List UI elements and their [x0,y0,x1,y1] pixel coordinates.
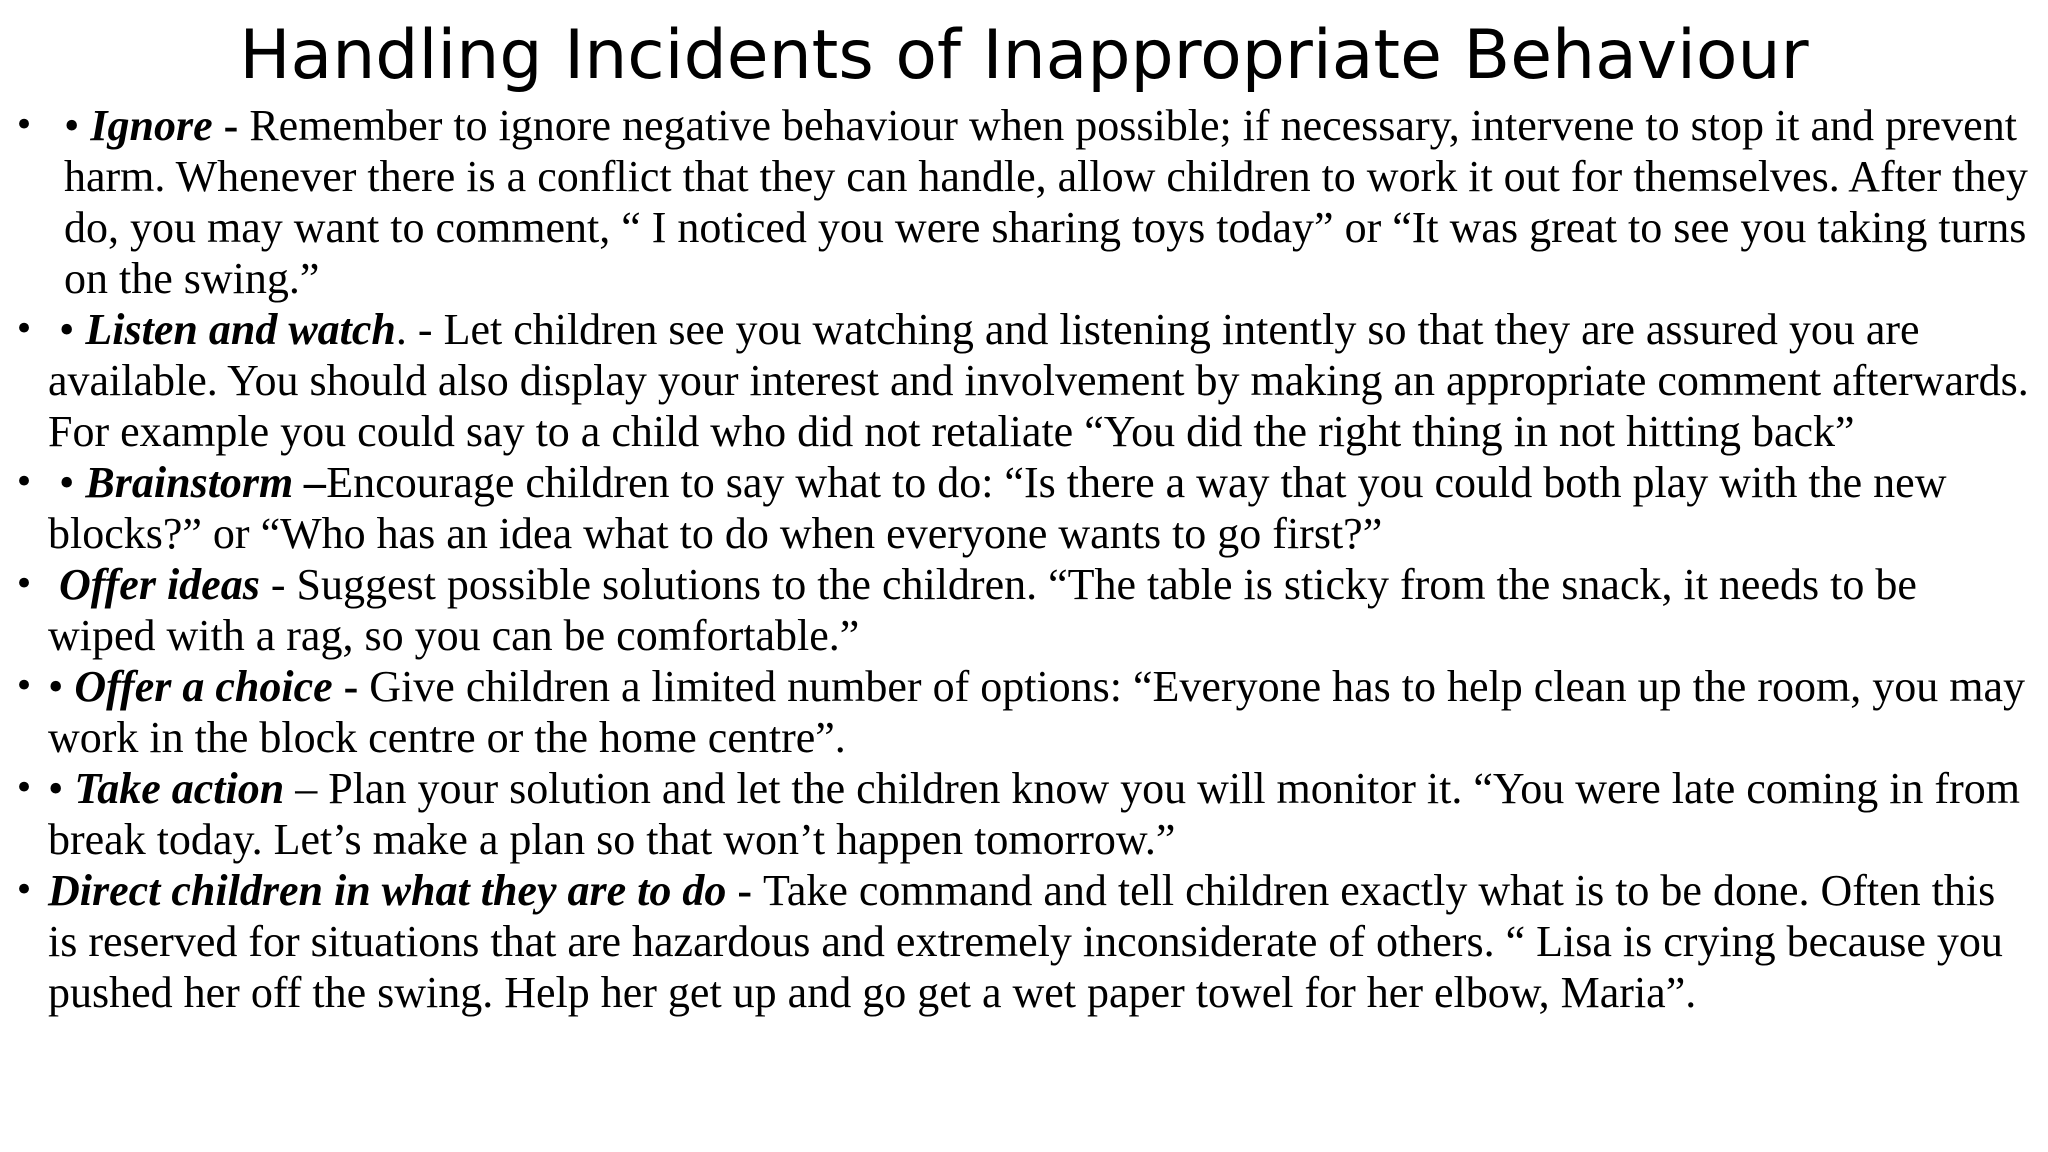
bullet-icon: • [14,462,35,502]
inline-bullet: • [48,662,75,711]
item-term: Listen and watch [85,305,396,354]
item-separator: – [284,764,329,813]
bullet-icon: • [14,870,35,910]
item-term: Offer ideas [59,560,260,609]
bullet-icon: • [14,666,35,706]
list-item-ignore [0,100,2048,304]
slide-body [0,100,2048,1018]
item-text: Take command and tell children exactly what is to be done. Often this is reserved for situations that are hazardous and extremely inconsiderate of others. “ Lisa is crying because you pushed her off the swing. Help her get up and go get a wet paper towel for her elbow, Maria”. [48,866,2003,1017]
item-term: Take action [74,764,285,813]
item-separator: . - [395,305,444,354]
list-item-take-action [0,763,2048,865]
list-item-offer-ideas [0,559,2048,661]
item-term: Direct children in what they are to do [48,866,727,915]
item-text: Remember to ignore negative behaviour when possible; if necessary, intervene to stop it and prevent harm. Whenever there is a conflict that they can handle, allow children to work it out for themselves. After they do, you may want to comment, “ I noticed you were sharing toys today” or “It was great to see you taking turns on the swing.” [64,101,2028,303]
bullet-icon: • [14,105,35,145]
inline-bullet [48,560,59,609]
list-item-listen-and-watch [0,304,2048,457]
item-text: Let children see you watching and listening intently so that they are assured you are available. You should also display your interest and involvement by making an appropriate comment afterwards. For example you could say to a child who did not retaliate “You did the right thing in not hitting back” [48,305,2029,456]
bullet-icon: • [14,309,35,349]
item-term: Brainstorm – [85,458,327,507]
list-item-direct-children [0,865,2048,1018]
list-item-brainstorm [0,457,2048,559]
inline-bullet: • [48,305,86,354]
slide-title: Handling Incidents of Inappropriate Behaviour [239,16,1809,95]
item-separator: - [332,662,370,711]
item-text: Encourage children to say what to do: “Is there a way that you could both play with the new blocks?” or “Who has an idea what to do when everyone wants to go first?” [48,458,1947,558]
inline-bullet: • [48,458,86,507]
item-separator: - [259,560,297,609]
item-separator: - [726,866,764,915]
inline-bullet: • [64,101,91,150]
bullet-list [0,100,2048,1018]
inline-bullet: • [48,764,75,813]
bullet-icon: • [14,564,35,604]
item-term: Ignore [90,101,213,150]
item-text: Suggest possible solutions to the children. “The table is sticky from the snack, it needs to be wiped with a rag, so you can be comfortable.” [48,560,1917,660]
item-term: Offer a choice [74,662,333,711]
item-text: Plan your solution and let the children know you will monitor it. “You were late coming in from break today. Let’s make a plan so that won’t happen tomorrow.” [48,764,2020,864]
item-separator: - [212,101,250,150]
bullet-icon: • [14,768,35,808]
item-text: Give children a limited number of options: “Everyone has to help clean up the room, you may work in the block centre or the home centre”. [48,662,2025,762]
list-item-offer-a-choice [0,661,2048,763]
